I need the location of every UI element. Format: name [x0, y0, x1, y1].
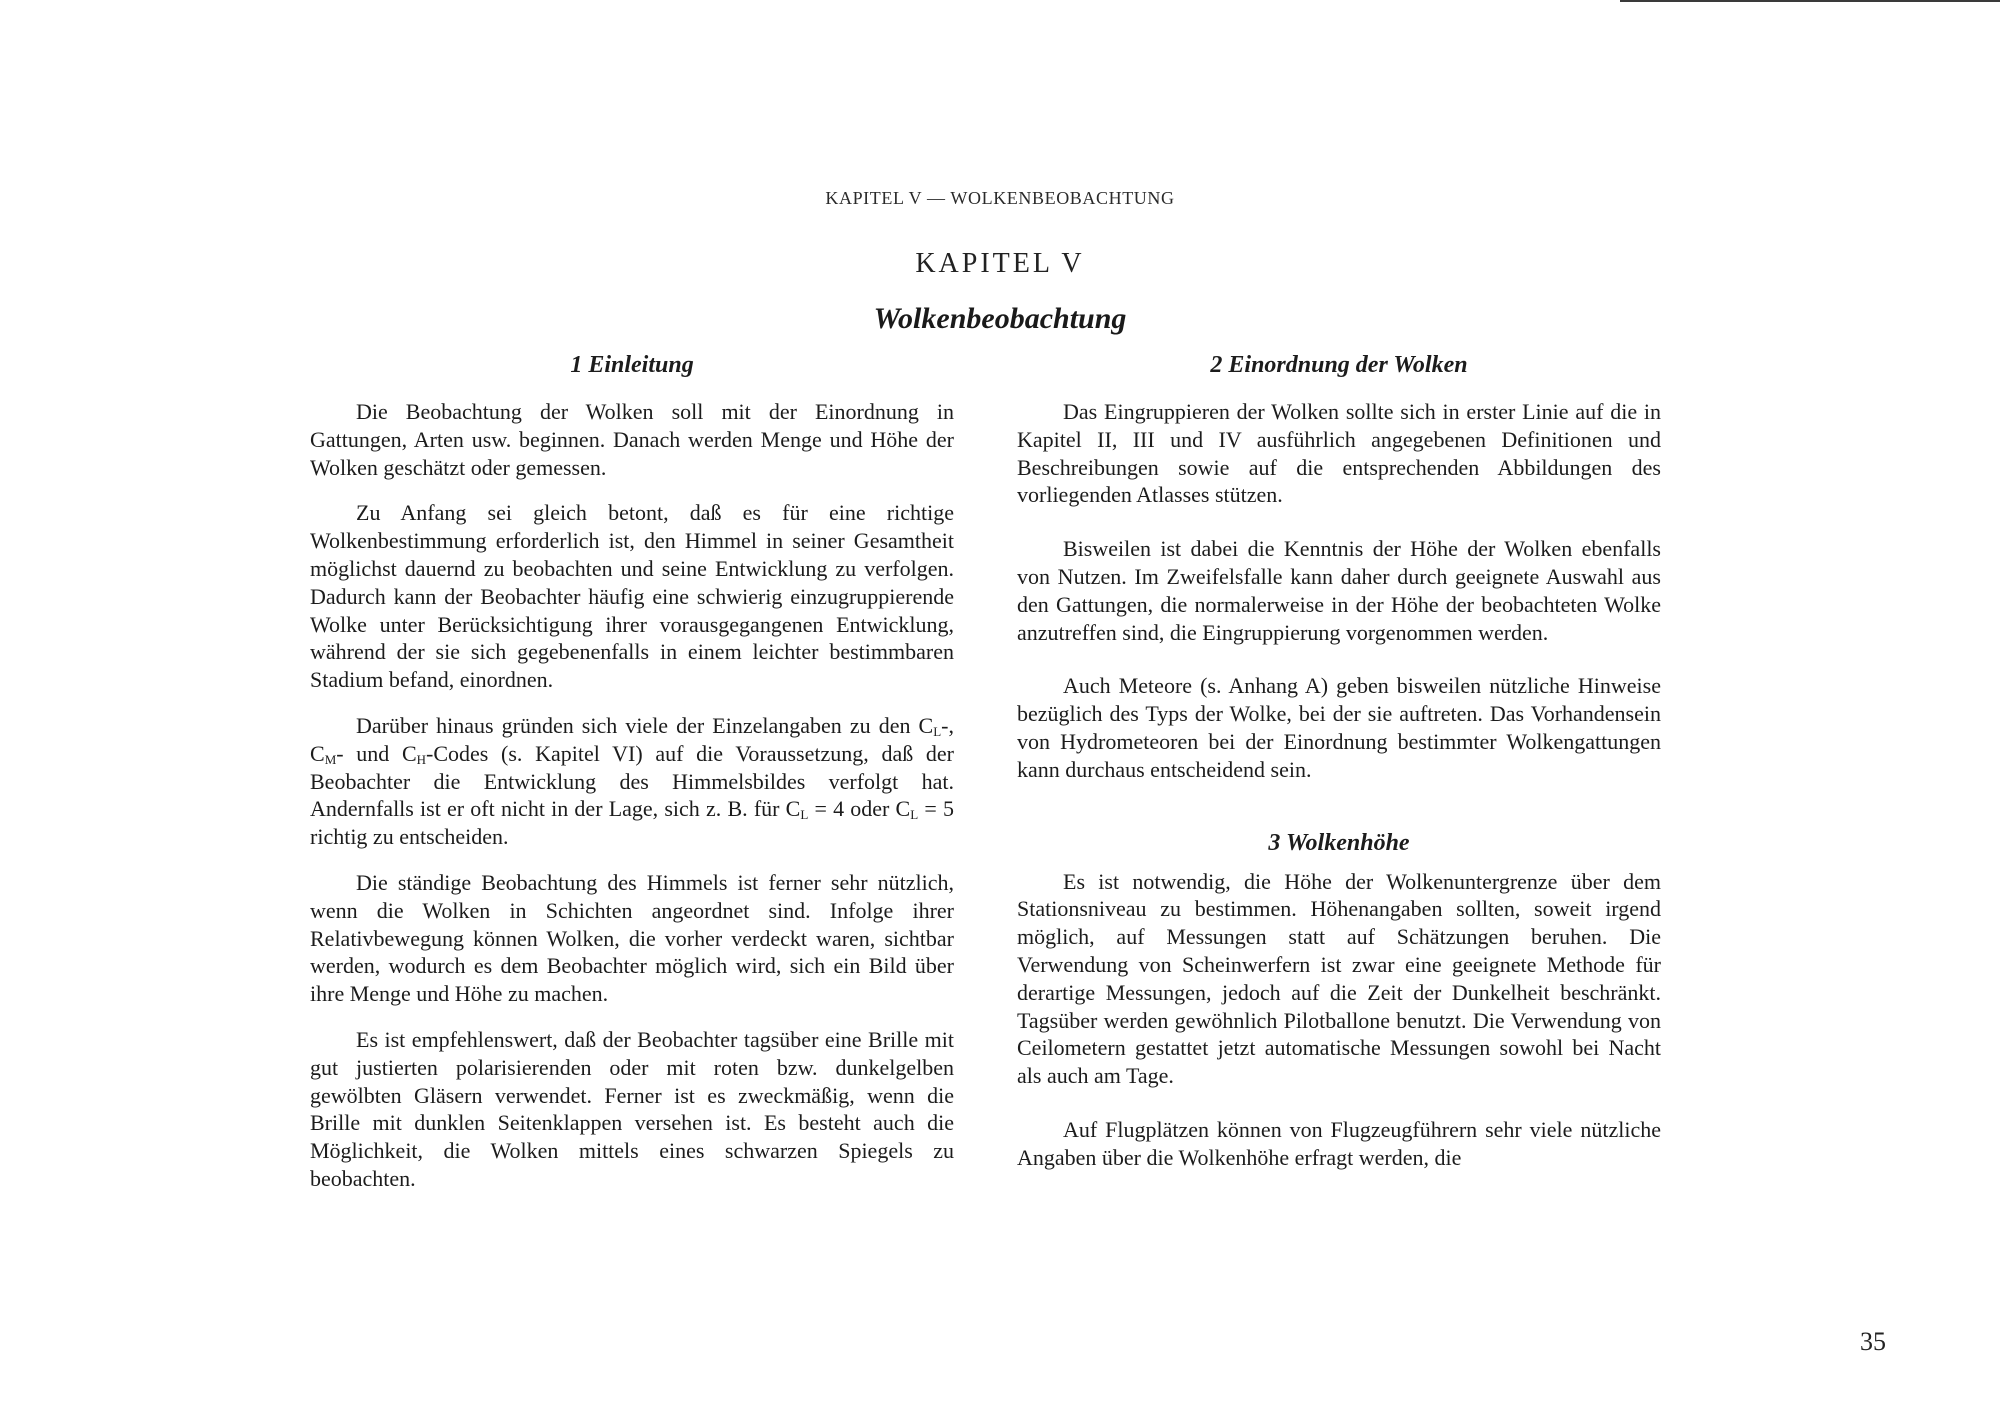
paragraph: Auf Flugplätzen können von Flugzeugführern sehr viele nützliche Angaben über die Wolkenhöhe erfragt werden, die	[1017, 1116, 1661, 1170]
paragraph: Das Eingruppieren der Wolken sollte sich in erster Linie auf die in Kapitel II, III und IV ausführlich angegebenen Definitionen und Beschreibungen sowie auf die entsprechenden Abbildungen des vorliegenden Atlasses stützen.	[1017, 399, 1661, 508]
section-heading-wolkenhoehe: 3 Wolkenhöhe	[1268, 829, 1410, 856]
paragraph: Es ist notwendig, die Höhe der Wolkenuntergrenze über dem Stationsniveau zu bestimmen. Höhenangaben sollten, soweit irgend möglich, auf Messungen statt auf Schätzungen beruhen. Die Verwendung von Scheinwerfern ist zwar eine geeignete Methode für derartige Messungen, jedoch auf die Zeit der Dunkelheit beschränkt. Tagsüber werden gewöhnlich Pilotballone benutzt. Die Verwendung von Ceilometern gestattet jetzt automatische Messungen sowohl bei Nacht als auch am Tage.	[1017, 868, 1661, 1089]
page-number: 35	[1860, 1327, 1886, 1356]
paragraph: Die Beobachtung der Wolken soll mit der Einordnung in Gattungen, Arten usw. beginnen. Danach werden Menge und Höhe der Wolken geschätzt oder gemessen.	[310, 399, 954, 480]
chapter-title: Wolkenbeobachtung	[873, 302, 1127, 335]
paragraph: Zu Anfang sei gleich betont, daß es für eine richtige Wolkenbestimmung erforderlich ist, den Himmel in seiner Gesamtheit möglichst dauernd zu beobachten und seine Entwicklung zu verfolgen. Dadurch kann der Beobachter häufig eine schwierig einzugruppierende Wolke unter Berücksichtigung ihrer vorausgegangenen Entwicklung, während der sie sich gegebenenfalls in einem leichter bestimmbaren Stadium befand, einordnen.	[310, 500, 954, 693]
left-column	[310, 350, 954, 1211]
section-heading-einleitung: 1 Einleitung	[570, 352, 694, 378]
right-column	[1017, 350, 1661, 1198]
running-head: KAPITEL V — WOLKENBEOBACHTUNG	[825, 188, 1175, 208]
top-rule	[1620, 0, 2000, 2]
paragraph-codes: Darüber hinaus gründen sich viele der Einzelangaben zu den $C_L-$, $C_M-$ und $C_H$-Codes (s. Kapitel VI) auf die Voraussetzung, daß der Beobachter die Entwicklung des Himmelsbildes verfolgt hat. Andernfalls ist er oft nicht in der Lage, sich z. B. für $C_L = 4$ oder $C_L = 5$ richtig zu entscheiden.	[310, 712, 954, 850]
paragraph: Es ist empfehlenswert, daß der Beobachter tagsüber eine Brille mit gut justierten polarisierenden oder mit roten bzw. dunkelgelben gewölbten Gläsern verwendet. Ferner ist es zweckmäßig, wenn die Brille mit dunklen Seitenklappen versehen ist. Es besteht auch die Möglichkeit, die Wolken mittels eines schwarzen Spiegels zu beobachten.	[310, 1026, 954, 1191]
paragraph: Bisweilen ist dabei die Kenntnis der Höhe der Wolken ebenfalls von Nutzen. Im Zweifelsfalle kann daher durch geeignete Auswahl aus den Gattungen, die normalerweise in der Höhe der beobachteten Wolke anzutreffen sind, die Eingruppierung vorgenommen werden.	[1017, 536, 1661, 645]
paragraph: Die ständige Beobachtung des Himmels ist ferner sehr nützlich, wenn die Wolken in Schichten angeordnet sind. Infolge ihrer Relativbewegung können Wolken, die vorher verdeckt waren, sichtbar werden, wodurch es dem Beobachter möglich wird, sich ein Bild über ihre Menge und Höhe zu machen.	[310, 869, 954, 1007]
section-heading-einordnung: 2 Einordnung der Wolken	[1210, 352, 1468, 378]
paragraph: Auch Meteore (s. Anhang A) geben bisweilen nützliche Hinweise bezüglich des Typs der Wolke, bei der sie auftreten. Das Vorhandensein von Hydrometeoren bei der Einordnung bestimmter Wolkengattungen kann durchaus entscheidend sein.	[1017, 673, 1661, 782]
chapter-label: KAPITEL V	[915, 248, 1085, 279]
